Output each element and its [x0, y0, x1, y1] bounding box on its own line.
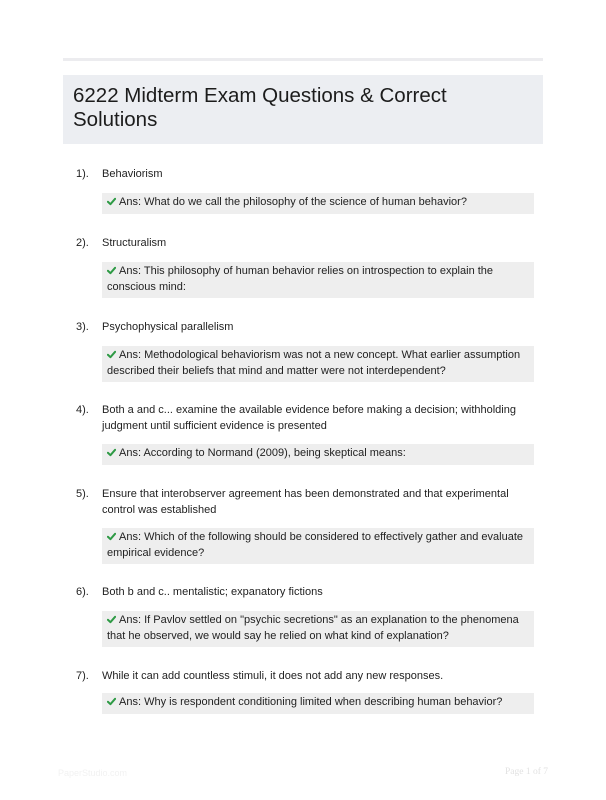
top-divider	[63, 58, 543, 61]
question-number: 3).	[76, 321, 89, 333]
answer-prefix: Ans:	[119, 265, 142, 277]
answer-prefix: Ans:	[119, 614, 142, 626]
question-text: Both b and c.. mentalistic; expanatory fictions	[102, 586, 323, 598]
answer-box	[102, 262, 534, 298]
question-number: 1).	[76, 168, 89, 180]
answer-prefix: Ans:	[119, 349, 142, 361]
question-text: While it can add countless stimuli, it does not add any new responses.	[102, 670, 444, 682]
answer-box	[102, 693, 534, 714]
answer-prefix: Ans:	[119, 531, 142, 543]
answer-box	[102, 346, 534, 382]
question-number: 7).	[76, 670, 89, 682]
title-banner	[63, 75, 543, 144]
question-number: 5).	[76, 488, 89, 500]
answer-text: What do we call the philosophy of the science of human behavior?	[144, 196, 467, 208]
answer-text: Why is respondent conditioning limited when describing human behavior?	[144, 696, 503, 708]
check-icon	[107, 615, 116, 624]
answer-box	[102, 193, 534, 214]
question-text: Psychophysical parallelism	[102, 321, 234, 333]
page-number: Page 1 of 7	[504, 767, 548, 777]
question-text: Structuralism	[102, 237, 167, 249]
answer-text: Which of the following should be considered to effectively gather and evaluate empirical evidence?	[107, 531, 524, 559]
answer-prefix: Ans:	[119, 696, 142, 708]
check-icon	[107, 197, 116, 206]
question-text: Behaviorism	[102, 168, 163, 180]
answer-text: Methodological behaviorism was not a new concept. What earlier assumption described their beliefs that mind and matter were not interdependent?	[107, 349, 521, 377]
question-number: 2).	[76, 237, 89, 249]
question-text: Ensure that interobserver agreement has been demonstrated and that experimental control was established	[102, 488, 509, 516]
answer-prefix: Ans:	[119, 196, 142, 208]
check-icon	[107, 448, 116, 457]
answer-prefix: Ans:	[119, 447, 142, 459]
question-number: 4).	[76, 404, 89, 416]
answer-box	[102, 611, 534, 647]
check-icon	[107, 697, 116, 706]
question-text: Both a and c... examine the available evidence before making a decision; withholding judgment until sufficient evidence is presented	[102, 404, 516, 432]
answer-box	[102, 528, 534, 564]
question-number: 6).	[76, 586, 89, 598]
check-icon	[107, 266, 116, 275]
check-icon	[107, 532, 116, 541]
page-title: 6222 Midterm Exam Questions & Correct Solutions	[73, 84, 447, 131]
footer-watermark: PaperStudio.com	[58, 768, 128, 778]
check-icon	[107, 350, 116, 359]
answer-text: This philosophy of human behavior relies on introspection to explain the conscious mind:	[107, 265, 494, 293]
answer-box	[102, 444, 534, 465]
answer-text: According to Normand (2009), being skeptical means:	[143, 447, 406, 459]
answer-text: If Pavlov settled on "psychic secretions" as an explanation to the phenomena that he observed, we would say he relied on what kind of explanation?	[107, 614, 519, 642]
